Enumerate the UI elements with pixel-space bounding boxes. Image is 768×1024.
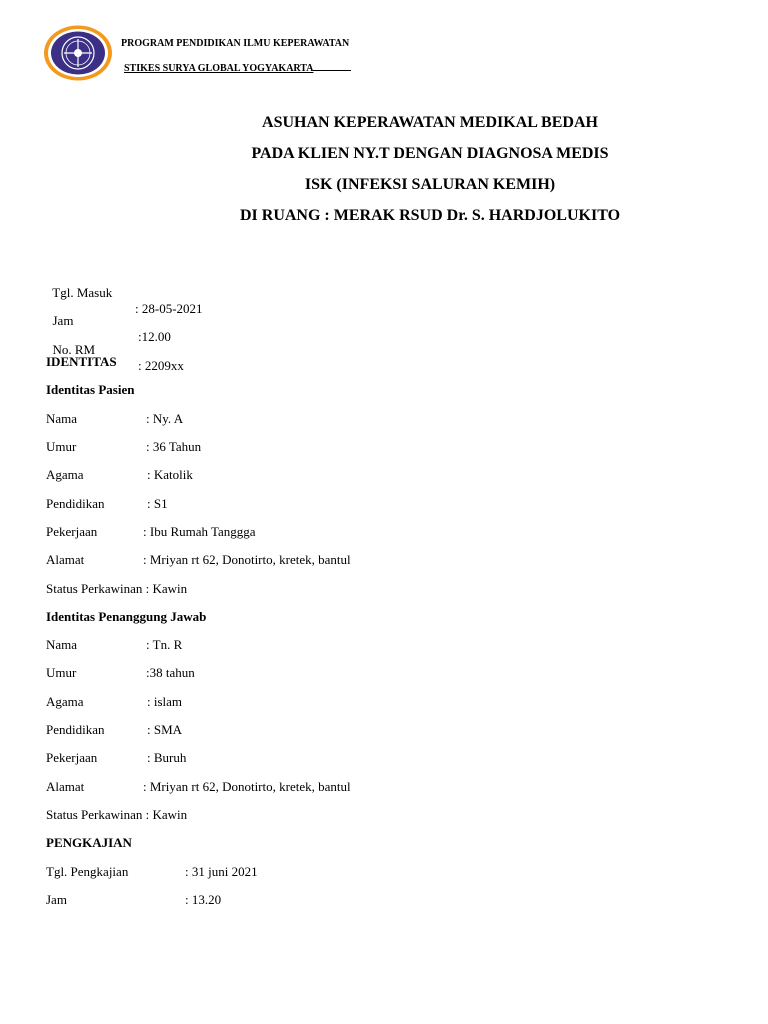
- institution-logo: [42, 24, 114, 82]
- patient-field: Agama : Katolik: [46, 467, 193, 482]
- patient-field: Pekerjaan : Ibu Rumah Tanggga: [46, 524, 256, 539]
- assessment-field: Tgl. Pengkajian : 31 juni 2021: [46, 864, 258, 879]
- institution-name: PROGRAM PENDIDIKAN ILMU KEPERAWATAN: [121, 38, 350, 49]
- guardian-field: Nama : Tn. R: [46, 637, 183, 652]
- patient-field: Alamat : Mriyan rt 62, Donotirto, kretek, bantul: [46, 552, 351, 567]
- guardian-field: Pekerjaan : Buruh: [46, 750, 187, 765]
- document-title-line2: PADA KLIEN NY.T DENGAN DIAGNOSA MEDIS: [251, 145, 609, 162]
- guardian-field: Alamat : Mriyan rt 62, Donotirto, kretek, bantul: [46, 779, 351, 794]
- institution-school: STIKES SURYA GLOBAL YOGYAKARTA: [124, 61, 351, 74]
- section-heading-identitas: IDENTITAS: [46, 354, 117, 369]
- patient-field: Pendidikan : S1: [46, 496, 168, 511]
- guardian-field: Umur :38 tahun: [46, 665, 195, 680]
- assessment-field: Jam : 13.20: [46, 892, 222, 907]
- patient-field: Nama : Ny. A: [46, 411, 184, 426]
- guardian-marital-status: Status Perkawinan : Kawin: [46, 807, 188, 822]
- admission-row: No. RM : 2209xx: [52, 342, 184, 373]
- section-heading-pengkajian: PENGKAJIAN: [46, 835, 132, 850]
- guardian-field: Pendidikan : SMA: [46, 722, 183, 737]
- subheading-penanggung: Identitas Penanggung Jawab: [46, 609, 207, 624]
- patient-marital-status: Status Perkawinan : Kawin: [46, 581, 188, 596]
- document-title-line4: DI RUANG : MERAK RSUD Dr. S. HARDJOLUKITO: [239, 207, 621, 224]
- patient-field: Umur : 36 Tahun: [46, 439, 202, 454]
- document-title-line1: ASUHAN KEPERAWATAN MEDIKAL BEDAH: [262, 114, 598, 131]
- admission-row: Jam :12.00: [52, 313, 171, 344]
- admission-row: Tgl. Masuk : 28-05-2021: [52, 285, 203, 316]
- document-title-line3: ISK (INFEKSI SALURAN KEMIH): [304, 176, 556, 193]
- guardian-field: Agama : islam: [46, 694, 183, 709]
- subheading-pasien: Identitas Pasien: [46, 382, 135, 397]
